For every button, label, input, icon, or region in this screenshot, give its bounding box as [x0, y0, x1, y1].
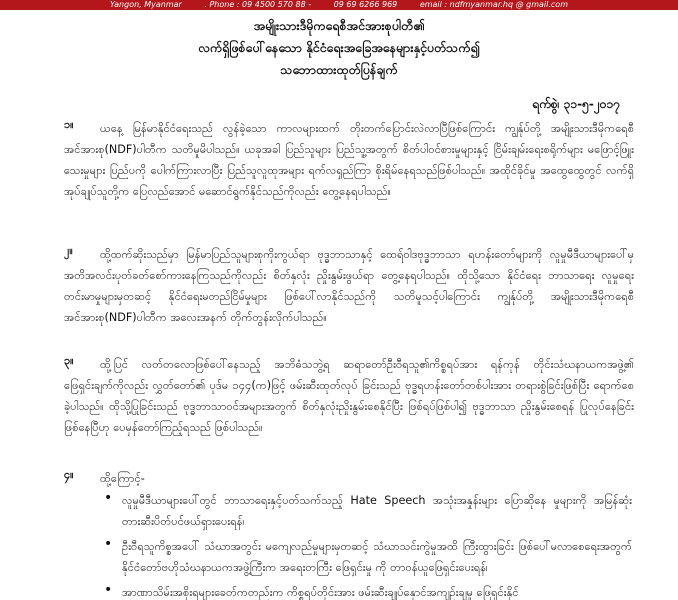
- bullet-marker: •: [104, 582, 113, 598]
- bullet-item-2: ဦးဝီရသူကိစ္စအပေါ် သံဃာအတွင်း မကျေလည်မှုများမှတဆင့် သံဃာသင်းကွဲမှုအထိ ကြီးထွားခြင်း ဖြစ်ပေါ်မလာစေရေးအတွက် နိုင်ငံတော်ဗဟိုသံဃနာယကအဖွဲ့ကြီးက အရေးတကြီး ဖြေရှင်းမှု ကို တာဝန်ယူဖြေရှင်းပေးရန်၊: [122, 540, 632, 574]
- paragraph-2: ထို့ထက်ဆိုးသည်မှာ မြန်မာပြည်သူများစုကိုးကွယ်ရာ ဗုဒ္ဓဘာသာနှင့် ထေရ်ဝါဒဗုဒ္ဓဘာသာ ရဟန်းတော်များကို လူမှုမီဒီယာများပေါ်မှ အတိအလင်းပုတ်ခတ်စော်ကားနေကြသည်ကိုလည်း စိတ်နှလုံး ညှိုးနွမ်းဖွယ်ရာ တွေ့နေရပါသည်။ ထိုသို့သော နိုင်ငံရေး ဘာသာရေး လူမှုရေးတင်းမာမှုများမှတဆင့် နိုင်ငံရေးမတည်ငြိမ်မှုများ ဖြစ်ပေါ်လာနိုင်သည်ကို သတိမူသင့်ပါကြောင်း ကျွန်ုပ်တို့ အမျိုးသားဒီမိုကရေစီ အင်အားစု(NDF)ပါတီက အလေးအနက် တိုက်တွန်းလိုက်ပါသည်။: [64, 248, 634, 324]
- header-line-2: လက်ရှိဖြစ်ပေါ်နေသော နိုင်ငံရေးအခြေအနေများနှင့်ပတ်သက်၍: [198, 40, 480, 55]
- paragraph-number: ၃။: [64, 354, 74, 367]
- letterhead-email: email : ndfmyanmar.hq @ gmail.com: [419, 0, 568, 9]
- paragraph-number: ၁။: [64, 118, 74, 131]
- letterhead-bar: [0, 0, 678, 10]
- header-line-3: သဘောထားထုတ်ပြန်ချက်: [280, 62, 398, 77]
- letterhead-phone: . Phone : 09 4500 570 88 -: [204, 0, 312, 9]
- letterhead-city: Yangon, Myanmar: [109, 0, 182, 9]
- statement-date: ရက်စွဲ၊ ၃၁-၅-၂၀၁၇: [532, 97, 620, 111]
- bullet-marker: •: [104, 536, 113, 552]
- bullet-marker: •: [104, 490, 113, 506]
- bullet-item-3: အာဏာသိမ်းအစိုးရများခေတ်ကတည်းက ကိစ္စရပ်တိုင်းအား ဖမ်းဆီးချုပ်နှောင်အကျဉ်းချမှု ဖြေရှင်းနိုင်: [122, 586, 519, 599]
- paragraph-4: ထို့ကြောင့်-: [100, 472, 145, 485]
- paragraph-1: ယနေ့ မြန်မာနိုင်ငံရေးသည် လွန်ခဲ့သော ကာလများထက် တိုးတက်ပြောင်းလဲလာပြီဖြစ်ကြောင်း ကျွန်ုပ်တို့ အမျိုးသားဒီမိုကရေစီအင်အားစု(NDF)ပါတီက သတိမူမိပါသည်။ ယခုအခါ ပြည်သူများ ပြည်သူ့အတွက် စိတ်ပါဝင်စားမှုများနှင့် ငြိမ်းချမ်းရေးစရိုက်များ မဖြောင့်ဖြူးသေးမှုများ ပြည်ပကို ပေါက်ကြားလာပြီး ပြည်သူလူထုအများ ရက်လရှည်ကြာ စိုးရိမ်နေရသည်ဖြစ်ပါသည်။ အထိုင်ခိုင်မှု အထွေထွေတွင် လက်ရှိအုပ်ချုပ်သူတို့က ပြေလည်အောင် မဆောင်ရွက်နိုင်သည်ကိုလည်း တွေ့နေရပါသည်။: [64, 122, 634, 198]
- paragraph-number: ၄။: [64, 468, 74, 481]
- header-line-1: အမျိုးသားဒီမိုကရေစီအင်အားစုပါတီ၏: [253, 18, 425, 33]
- paragraph-number: ၂။: [64, 244, 73, 257]
- bullet-item-1: လူမှုမီဒီယာများပေါ်တွင် ဘာသာရေးနှင့်ပတ်သက်သည့် Hate Speech အသုံးအနှုန်းများ ပြောဆိုနေ မှုများကို အမြန်ဆုံးတားဆီးပိတ်ပင်ဖယ်ရှားပေးရန်၊: [122, 494, 632, 528]
- letterhead-phone-2: 09 69 6266 969: [333, 0, 398, 9]
- paragraph-3: ထို့ပြင် လတ်တလောဖြစ်ပေါ်နေသည့် အဘိဓံသဘွဲ့ရ ဆရာတော်ဦးဝီရသူ၏ကိစ္စရပ်အား ရန်ကုန် တိုင်းသံဃနာယကအဖွဲ့၏ ဖြေရှင်းချက်ကိုလည်း လွှတ်တော်၏ ပုဒ်မ ၁၄၄(က)ဖြင့် ဖမ်းဆီးထုတ်လုပ် ခြင်းသည် ဗုဒ္ဓရဟန်းတော်တစ်ပါးအား တရားစွဲခြင်းဖြစ်ပြီး ရောက်စေခဲ့ပါသည်။ ထိုသို့ပြုခြင်းသည် ဗုဒ္ဓဘာသာဝင်အများအတွက် စိတ်နှလုံးညှိုးနွမ်းစေနိုင်ပြီး ဖြစ်ရပ်ဖြစ်ပါ၍ ဗုဒ္ဓဘာသာ ညှိုးနွမ်းစေရန် ပြုလုပ်နေခြင်းဖြစ်နေပြီဟု ပေမှန်တော်ကြည့်ရသည် ဖြစ်ပါသည်။: [64, 358, 634, 434]
